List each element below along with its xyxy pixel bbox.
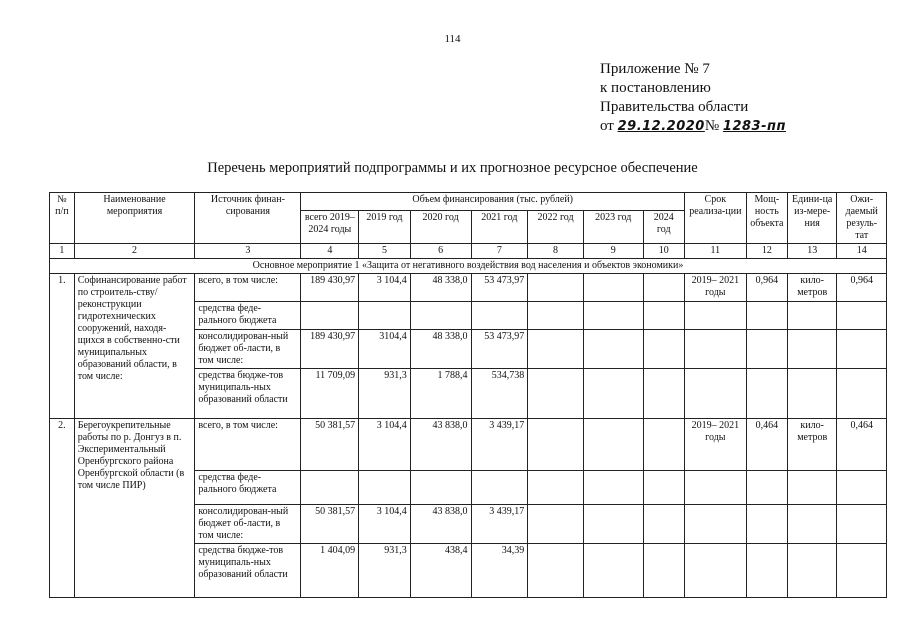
- empty-cell: [528, 471, 584, 505]
- amount-total: 50 381,57: [301, 419, 359, 471]
- funding-source: средства бюдже-тов муниципаль-ных образований области: [195, 544, 301, 598]
- amount-y2019: 3104,4: [359, 330, 411, 369]
- header-total: всего 2019–2024 годы: [301, 211, 359, 244]
- empty-cell: [684, 505, 746, 544]
- empty-cell: [787, 302, 836, 330]
- empty-cell: [837, 302, 887, 330]
- item-unit: кило-метров: [787, 274, 836, 302]
- empty-cell: [528, 302, 584, 330]
- header-2020: 2020 год: [410, 211, 471, 244]
- amount-y2021: [471, 471, 528, 505]
- appendix-line-3: Правительства области: [600, 99, 749, 115]
- amount-y2020: 43 838,0: [410, 419, 471, 471]
- appendix-line-1: Приложение № 7: [600, 61, 710, 77]
- item-unit: кило-метров: [787, 419, 836, 471]
- empty-cell: [528, 544, 584, 598]
- measures-table: [49, 192, 887, 598]
- amount-total: 11 709,09: [301, 369, 359, 419]
- funding-source: средства феде-рального бюджета: [195, 471, 301, 505]
- amount-y2020: 1 788,4: [410, 369, 471, 419]
- amount-y2020: 48 338,0: [410, 330, 471, 369]
- amount-y2021: 3 439,17: [471, 505, 528, 544]
- empty-cell: [583, 330, 643, 369]
- column-number: 1: [50, 244, 75, 259]
- table-row: [50, 274, 887, 302]
- item-period: 2019– 2021 годы: [684, 274, 746, 302]
- empty-cell: [528, 505, 584, 544]
- header-name: Наименование мероприятия: [74, 193, 195, 244]
- empty-cell: [837, 369, 887, 419]
- amount-y2021: 3 439,17: [471, 419, 528, 471]
- column-number: 7: [471, 244, 528, 259]
- empty-cell: [746, 302, 787, 330]
- empty-cell: [837, 544, 887, 598]
- empty-cell: [787, 471, 836, 505]
- amount-y2021: 53 473,97: [471, 330, 528, 369]
- column-number: 6: [410, 244, 471, 259]
- header-2022: 2022 год: [528, 211, 584, 244]
- page-number: 114: [444, 33, 461, 45]
- empty-cell: [837, 471, 887, 505]
- header-num: № п/п: [50, 193, 75, 244]
- funding-source: консолидирован-ный бюджет об-ласти, в том числе:: [195, 330, 301, 369]
- header-result: Ожи-даемый резуль-тат: [837, 193, 887, 244]
- funding-source: средства бюдже-тов муниципаль-ных образований области: [195, 369, 301, 419]
- empty-cell: [643, 471, 684, 505]
- appendix-date-line: [600, 117, 786, 136]
- number-sign: №: [704, 118, 720, 134]
- amount-total: 50 381,57: [301, 505, 359, 544]
- empty-cell: [643, 302, 684, 330]
- table-body: [50, 274, 887, 598]
- section-title: Основное мероприятие 1 «Защита от негативного воздействия вод населения и объектов экономики»: [50, 259, 887, 274]
- amount-total: 189 430,97: [301, 330, 359, 369]
- header-2019: 2019 год: [359, 211, 411, 244]
- document-title: Перечень мероприятий подпрограммы и их прогнозное ресурсное обеспечение: [207, 160, 698, 176]
- empty-cell: [746, 471, 787, 505]
- handwritten-date: 29.12.2020: [617, 119, 705, 134]
- amount-y2019: 3 104,4: [359, 419, 411, 471]
- empty-cell: [583, 544, 643, 598]
- column-number: 13: [787, 244, 836, 259]
- empty-cell: [746, 505, 787, 544]
- empty-cell: [837, 330, 887, 369]
- empty-cell: [837, 505, 887, 544]
- funding-source: консолидирован-ный бюджет об-ласти, в том числе:: [195, 505, 301, 544]
- date-prefix: от: [600, 118, 614, 134]
- item-result: 0,464: [837, 419, 887, 471]
- empty-cell: [643, 330, 684, 369]
- column-number: 4: [301, 244, 359, 259]
- item-number: 1.: [50, 274, 75, 419]
- item-capacity: 0,464: [746, 419, 787, 471]
- empty-cell: [787, 544, 836, 598]
- amount-y2019: [359, 302, 411, 330]
- empty-cell: [583, 419, 643, 471]
- funding-source: всего, в том числе:: [195, 274, 301, 302]
- column-number: 12: [746, 244, 787, 259]
- amount-y2021: 34,39: [471, 544, 528, 598]
- column-number: 8: [528, 244, 584, 259]
- empty-cell: [643, 274, 684, 302]
- amount-y2020: 43 838,0: [410, 505, 471, 544]
- header-2024: 2024 год: [643, 211, 684, 244]
- column-number: 2: [74, 244, 195, 259]
- empty-cell: [684, 544, 746, 598]
- empty-cell: [583, 471, 643, 505]
- item-name: Берегоукрепительные работы по р. Донгуз в п. Экспериментальный Оренбургского района Оренбургской области (в том числе ПИР): [74, 419, 195, 598]
- table-row: [50, 419, 887, 471]
- column-number: 5: [359, 244, 411, 259]
- amount-y2021: 53 473,97: [471, 274, 528, 302]
- empty-cell: [684, 471, 746, 505]
- amount-y2021: 534,738: [471, 369, 528, 419]
- header-volume: Объем финансирования (тыс. рублей): [301, 193, 684, 211]
- amount-total: [301, 471, 359, 505]
- amount-y2020: [410, 302, 471, 330]
- empty-cell: [583, 505, 643, 544]
- empty-cell: [787, 369, 836, 419]
- empty-cell: [583, 369, 643, 419]
- column-number: 14: [837, 244, 887, 259]
- empty-cell: [746, 369, 787, 419]
- empty-cell: [684, 330, 746, 369]
- amount-y2020: [410, 471, 471, 505]
- item-result: 0,964: [837, 274, 887, 302]
- empty-cell: [684, 302, 746, 330]
- column-number-row: [50, 244, 887, 259]
- empty-cell: [583, 274, 643, 302]
- header-unit: Едини-ца из-мере-ния: [787, 193, 836, 244]
- amount-y2019: 931,3: [359, 544, 411, 598]
- empty-cell: [746, 544, 787, 598]
- amount-y2020: 48 338,0: [410, 274, 471, 302]
- amount-y2019: 3 104,4: [359, 505, 411, 544]
- column-number: 10: [643, 244, 684, 259]
- empty-cell: [746, 330, 787, 369]
- empty-cell: [583, 302, 643, 330]
- item-period: 2019– 2021 годы: [684, 419, 746, 471]
- appendix-line-2: к постановлению: [600, 80, 711, 96]
- empty-cell: [643, 419, 684, 471]
- amount-total: 1 404,09: [301, 544, 359, 598]
- empty-cell: [643, 505, 684, 544]
- handwritten-number: 1283-пп: [722, 119, 786, 134]
- amount-y2019: [359, 471, 411, 505]
- amount-y2021: [471, 302, 528, 330]
- column-number: 9: [583, 244, 643, 259]
- header-capacity: Мощ-ность объекта: [746, 193, 787, 244]
- header-2023: 2023 год: [583, 211, 643, 244]
- empty-cell: [787, 330, 836, 369]
- empty-cell: [684, 369, 746, 419]
- empty-cell: [528, 330, 584, 369]
- empty-cell: [787, 505, 836, 544]
- amount-y2019: 931,3: [359, 369, 411, 419]
- item-name: Софинансирование работ по строитель-ству/ реконструкции гидротехнических сооружений, находя-щихся в собственно-сти муниципальных образований области, в том числе:: [74, 274, 195, 419]
- column-number: 3: [195, 244, 301, 259]
- amount-total: [301, 302, 359, 330]
- column-number: 11: [684, 244, 746, 259]
- empty-cell: [643, 369, 684, 419]
- empty-cell: [643, 544, 684, 598]
- item-capacity: 0,964: [746, 274, 787, 302]
- header-period: Срок реализа-ции: [684, 193, 746, 244]
- empty-cell: [528, 274, 584, 302]
- funding-source: всего, в том числе:: [195, 419, 301, 471]
- amount-y2020: 438,4: [410, 544, 471, 598]
- appendix-block: [600, 60, 786, 136]
- amount-total: 189 430,97: [301, 274, 359, 302]
- table-header: [50, 193, 887, 274]
- amount-y2019: 3 104,4: [359, 274, 411, 302]
- empty-cell: [528, 419, 584, 471]
- funding-source: средства феде-рального бюджета: [195, 302, 301, 330]
- empty-cell: [528, 369, 584, 419]
- header-2021: 2021 год: [471, 211, 528, 244]
- header-source: Источник финан-сирования: [195, 193, 301, 244]
- item-number: 2.: [50, 419, 75, 598]
